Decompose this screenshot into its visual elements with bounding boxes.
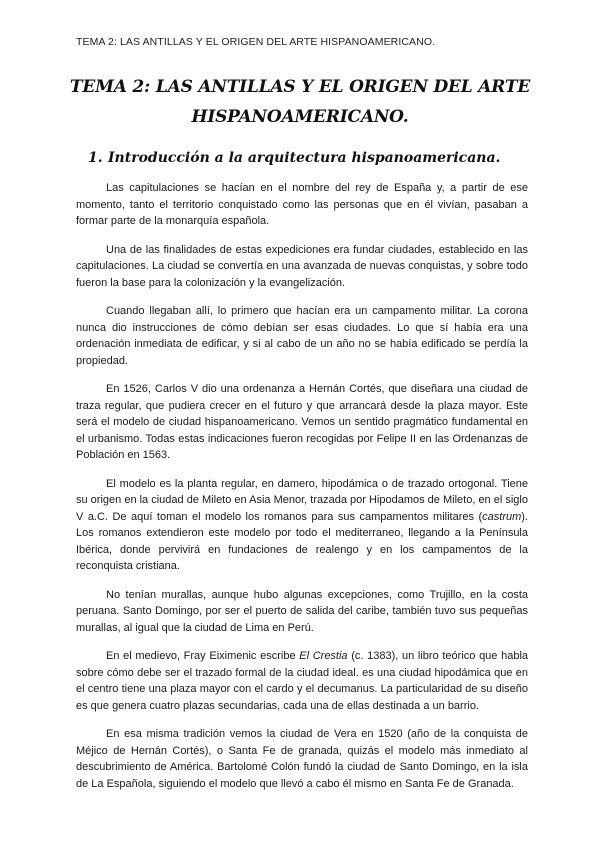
section-number: 1.	[88, 150, 103, 166]
paragraph: Cuando llegaban allí, lo primero que hacían era un campamento militar. La corona nunca dio instrucciones de cómo debían ser esas ciudades. Lo que sí había era una ordenación inmediata de edificar, y si al cabo de un año no se había edificado se perdía la propiedad.	[76, 305, 528, 367]
italic-book-title: El Crestia	[299, 650, 348, 662]
paragraph	[76, 648, 528, 714]
document-body	[76, 180, 528, 804]
paragraph: Una de las finalidades de estas expediciones era fundar ciudades, establecido en las capitulaciones. La ciudad se convertía en una avanzada de nuevas conquistas, y sobre todo fueron la base para la colonización y la evangelización.	[76, 243, 528, 289]
paragraph-text: El modelo es la planta regular, en damero, hipodámica o de trazado ortogonal. Tiene su origen en la ciudad de Mileto en Asia Menor, trazada por Hipodamos de Mileto, en el siglo V a.C. De aquí toman el modelo los romanos para sus campamentos militares (	[76, 477, 528, 523]
paragraph: No tenían murallas, aunque hubo algunas excepciones, como Trujillo, en la costa peruana. Santo Domingo, por ser el puerto de salida del caribe, también tuvo sus pequeñas murallas, al igual que la ciudad de Lima en Perú.	[76, 588, 528, 634]
section-title: Introducción a la arquitectura hispanoamericana.	[108, 150, 501, 166]
paragraph: Las capitulaciones se hacían en el nombre del rey de España y, a partir de ese momento, tanto el territorio conquistado como las personas que en él vivían, pasaban a formar parte de la monarquía española.	[76, 182, 528, 227]
italic-term: castrum	[482, 510, 522, 523]
paragraph	[76, 476, 528, 575]
paragraph: En esa misma tradición vemos la ciudad de Vera en 1520 (año de la conquista de Méjico de Hernán Cortés), o Santa Fe de granada, quizás el modelo más inmediato al descubrimiento de América. Bartolomé Colón fundó la ciudad de Santo Domingo, en la isla de La Española, siguiendo el modelo que llevó a cabo él mismo en Santa Fe de Granada.	[76, 728, 528, 790]
running-header: TEMA 2: LAS ANTILLAS Y EL ORIGEN DEL ARTE HISPANOAMERICANO.	[76, 36, 436, 48]
document-title: TEMA 2: LAS ANTILLAS Y EL ORIGEN DEL ARTE HISPANOAMERICANO.	[69, 77, 531, 127]
paragraph: En 1526, Carlos V dio una ordenanza a Hernán Cortés, que diseñara una ciudad de traza regular, que pudiera crecer en el futuro y que arrancará desde la plaza mayor. Este será el modelo de ciudad hispanoamericano. Vemos un sentido pragmático fundamental en el urbanismo. Todas estas indicaciones fueron recogidas por Felipe II en las Ordenanzas de Población en 1563.	[76, 383, 528, 461]
paragraph-text: (c. 1383), un libro teórico que habla sobre cómo debe ser el trazado formal de la ciudad ideal. es una ciudad hipodámica que en el centro tiene una plaza mayor con el cardo y el decumanus. La particularidad de su diseño es que genera cuatro plazas secundarias, cada una de ellas destinada a un barrio.	[76, 650, 529, 712]
paragraph-text: En el medievo, Fray Eiximenic escribe	[106, 650, 300, 662]
paragraph-text: ). Los romanos extendieron este modelo por todo el mediterraneo, llegando a la Península Ibérica, donde pervivirá en fundaciones de realengo y en los campamentos de la reconquista cristiana.	[76, 510, 528, 572]
section-heading	[88, 150, 500, 166]
